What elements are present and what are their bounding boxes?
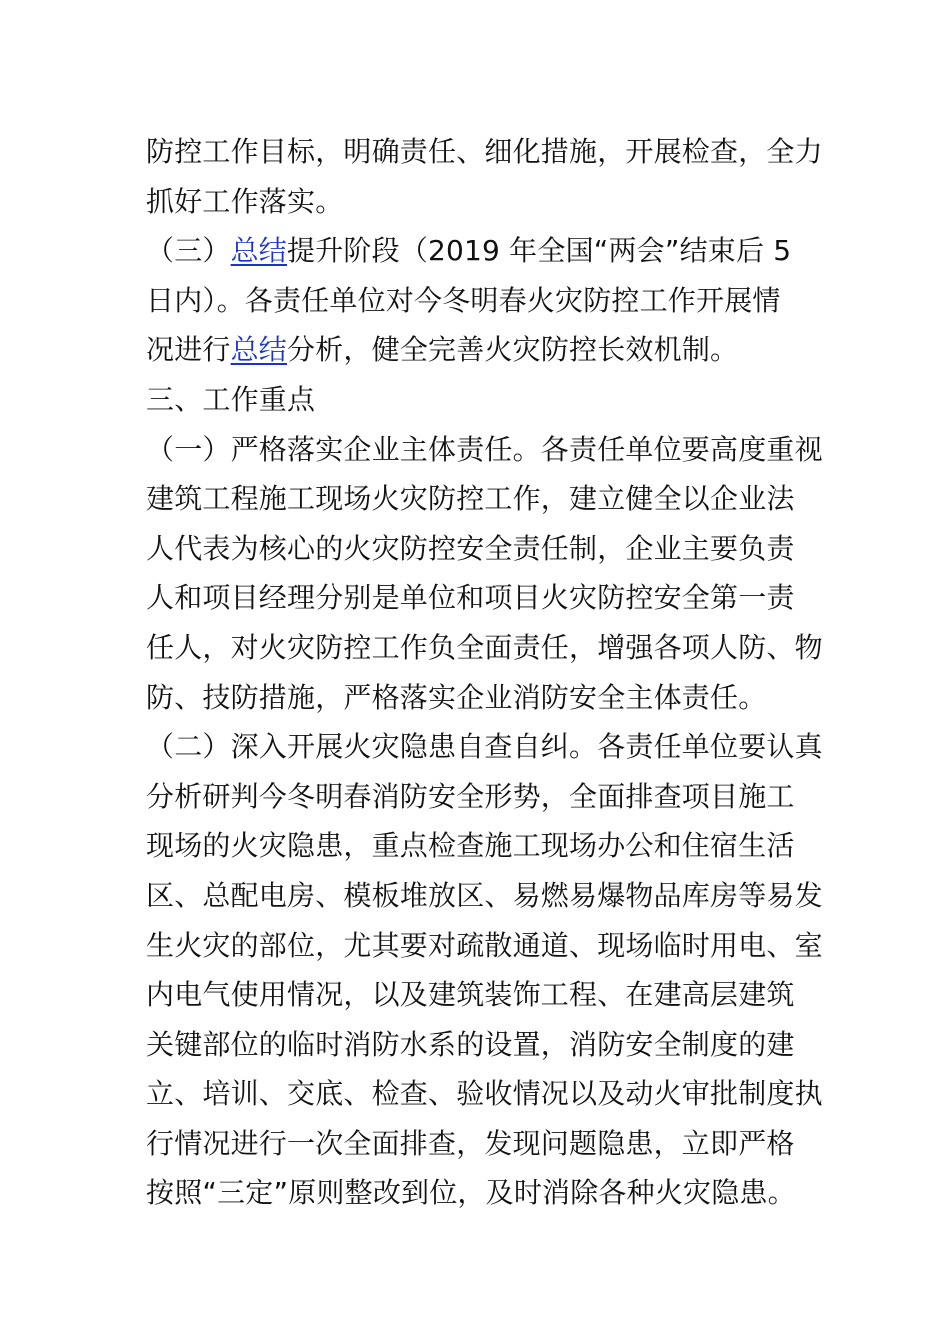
text-line: [146, 1069, 836, 1119]
text-segment: 防控工作目标，明确责任、细化措施，开展检查，全力: [146, 135, 823, 168]
text-segment: 提升阶段（2019 年全国“两会”结束后 5: [287, 234, 792, 268]
text-line: [146, 921, 836, 971]
text-line: [146, 1119, 836, 1169]
text-line: [146, 623, 836, 673]
text-segment: 关键部位的临时消防水系的设置，消防安全制度的建: [146, 1027, 795, 1061]
text-line: [146, 325, 836, 375]
text-line: [146, 673, 836, 723]
summary-link[interactable]: 总结: [230, 234, 288, 268]
text-line: [146, 276, 836, 326]
text-segment: 行情况进行一次全面排查，发现问题隐患，立即严格: [146, 1126, 795, 1160]
text-segment: 人代表为核心的火灾防控安全责任制，企业主要负责: [146, 531, 795, 565]
text-segment: 建筑工程施工现场火灾防控工作，建立健全以企业法: [146, 482, 795, 516]
text-line: [146, 226, 836, 276]
text-segment: 抓好工作落实。: [146, 184, 344, 218]
text-line: [146, 821, 836, 871]
text-line: [146, 1168, 836, 1218]
text-line: [146, 871, 836, 921]
text-line: [146, 722, 836, 772]
text-segment: 分析研判今冬明春消防安全形势，全面排查项目施工: [146, 779, 795, 813]
text-segment: 区、总配电房、模板堆放区、易燃易爆物品库房等易发: [146, 878, 823, 912]
text-line: [146, 474, 836, 524]
text-segment: 三、工作重点: [146, 382, 316, 416]
text-segment: 人和项目经理分别是单位和项目火灾防控安全第一责: [146, 581, 795, 615]
document-body: [146, 127, 836, 1218]
text-segment: 生火灾的部位，尤其要对疏散通道、现场临时用电、室: [146, 928, 823, 962]
text-segment: 况进行: [146, 333, 231, 367]
text-segment: 立、培训、交底、检查、验收情况以及动火审批制度执: [146, 1077, 823, 1111]
text-segment: （三）: [146, 234, 231, 268]
text-line: [146, 177, 836, 227]
text-line: [146, 127, 836, 177]
text-segment: 防、技防措施，严格落实企业消防安全主体责任。: [146, 680, 767, 714]
text-line: [146, 772, 836, 822]
text-line: [146, 1020, 836, 1070]
text-segment: 任人，对火灾防控工作负全面责任，增强各项人防、物: [146, 630, 823, 664]
text-segment: 内电气使用情况，以及建筑装饰工程、在建高层建筑: [146, 978, 795, 1012]
text-segment: （二）深入开展火灾隐患自查自纠。各责任单位要认真: [146, 730, 823, 764]
text-segment: 按照“三定”原则整改到位，及时消除各种火灾隐患。: [146, 1176, 796, 1210]
summary-link[interactable]: 总结: [230, 333, 288, 367]
text-segment: （一）严格落实企业主体责任。各责任单位要高度重视: [146, 432, 823, 466]
text-segment: 分析，健全完善火灾防控长效机制。: [287, 333, 739, 367]
text-line: [146, 524, 836, 574]
text-segment: 日内）。各责任单位对今冬明春火灾防控工作开展情: [146, 283, 781, 317]
text-line: [146, 573, 836, 623]
text-line: [146, 970, 836, 1020]
text-segment: 现场的火灾隐患，重点检查施工现场办公和住宿生活: [146, 829, 795, 863]
text-line: [146, 375, 836, 425]
text-line: [146, 425, 836, 475]
